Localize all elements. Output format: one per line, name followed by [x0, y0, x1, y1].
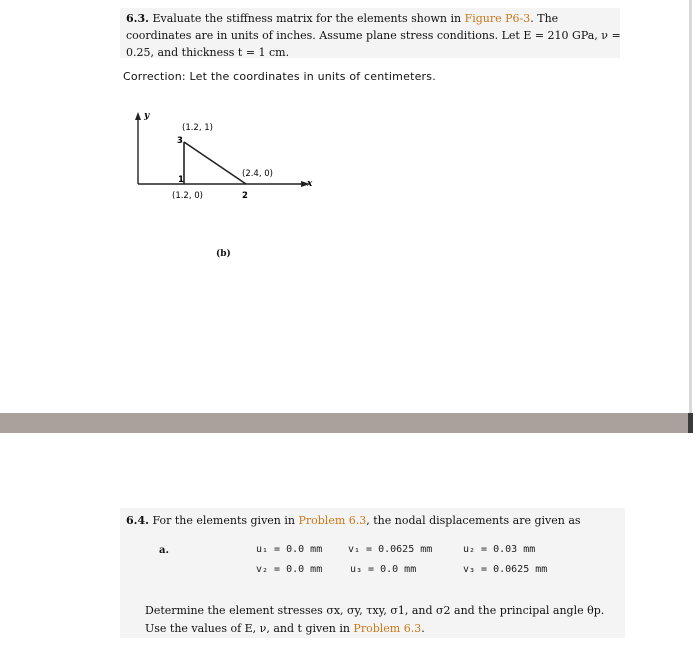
displacement-u2: u₂ = 0.03 mm	[463, 544, 536, 555]
displacement-u3: u₃ = 0.0 mm	[350, 564, 417, 575]
displacement-v2: v₂ = 0.0 mm	[256, 564, 323, 575]
problem-text: Evaluate the stiffness matrix for the elements shown in	[148, 12, 465, 25]
instruction-text: Determine the element stresses σx, σy, τxy, σ1, and σ2 and the principal angle θp. Use the values of E, ν, and t given in	[145, 604, 605, 635]
problem-link[interactable]: Problem 6.3	[298, 514, 367, 527]
element-figure	[120, 100, 340, 240]
problem-text: For the elements given in	[148, 514, 299, 527]
problem-link[interactable]: Problem 6.3	[353, 622, 422, 635]
y-axis-label: y	[144, 111, 150, 121]
displacement-v3: v₃ = 0.0625 mm	[463, 564, 548, 575]
problem-text-continued: . The coordinates are in units of inches. Assume plane stress conditions. Let E = 210 GPa, ν = 0.25, and thickness t = 1 cm.	[126, 12, 621, 59]
determine-instruction	[145, 602, 625, 638]
element-edge-32	[184, 142, 246, 184]
problem-6-3-text	[126, 10, 626, 61]
node-2-coordinate: (2.4, 0)	[242, 169, 273, 179]
instruction-end: .	[421, 622, 425, 635]
problem-number: 6.4.	[126, 514, 149, 527]
figure-link[interactable]: Figure P6-3	[464, 12, 531, 25]
node-3-label: 3	[177, 136, 183, 146]
page-edge	[689, 0, 692, 430]
y-axis-arrow	[135, 112, 141, 120]
problem-6-4-text	[126, 514, 581, 527]
page-divider	[0, 413, 688, 433]
problem-text-continued: , the nodal displacements are given as	[366, 514, 581, 527]
part-label: a.	[159, 545, 169, 556]
problem-number: 6.3.	[126, 12, 149, 25]
figure-caption: (b)	[216, 249, 231, 259]
divider-end	[688, 413, 693, 433]
node-1-label: 1	[178, 175, 184, 185]
correction-note: Correction: Let the coordinates in units of centimeters.	[123, 70, 436, 83]
node-2-label: 2	[242, 191, 248, 201]
x-axis-label: x	[307, 179, 313, 189]
displacement-v1: v₁ = 0.0625 mm	[348, 544, 433, 555]
displacement-u1: u₁ = 0.0 mm	[256, 544, 323, 555]
node-1-coordinate: (1.2, 0)	[172, 191, 203, 201]
node-3-coordinate: (1.2, 1)	[182, 123, 213, 133]
